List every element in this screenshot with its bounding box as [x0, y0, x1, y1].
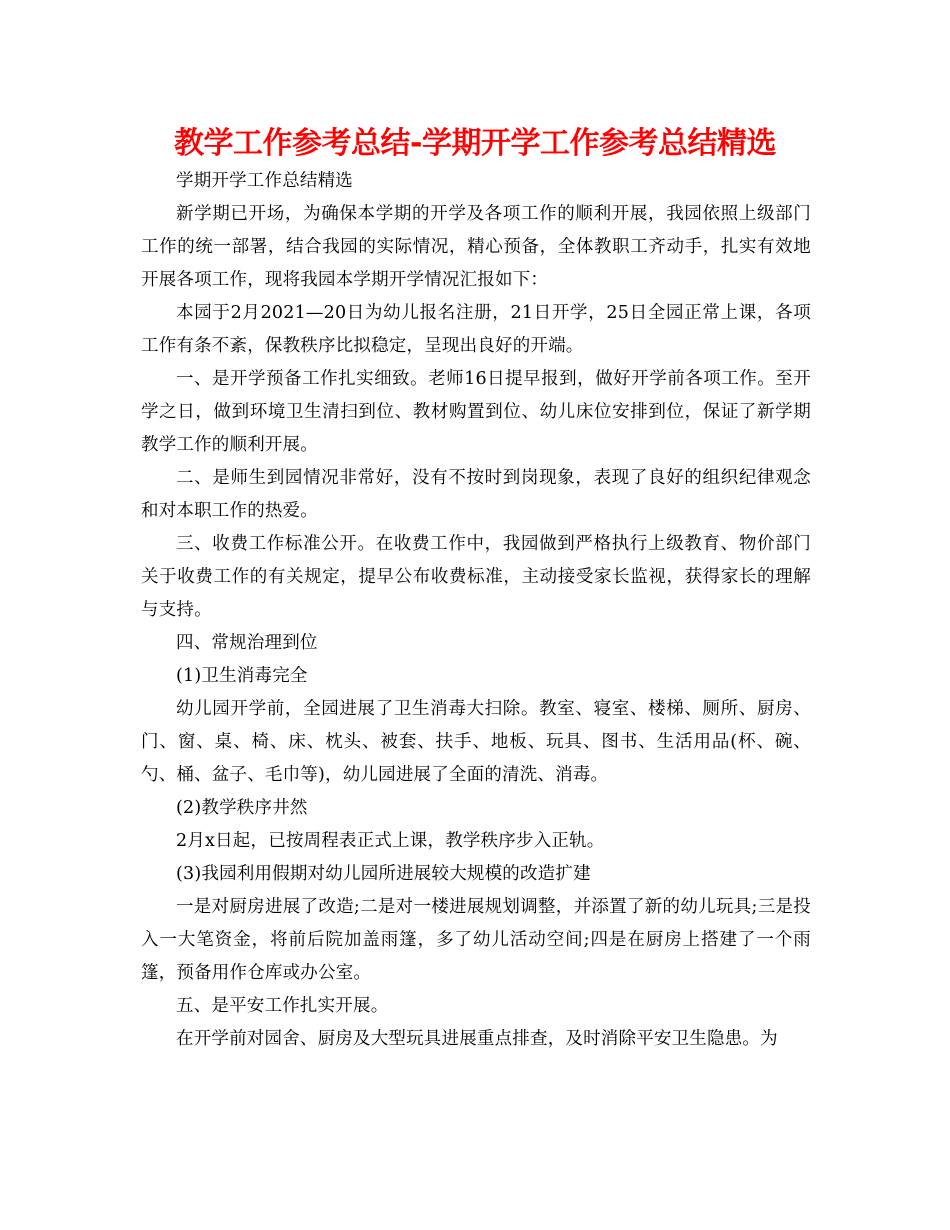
paragraph-item-3-body: 一是对厨房进展了改造;二是对一楼进展规划调整，并添置了新的幼儿玩具;三是投入一大笔资金，将前后院加盖雨篷，多了幼儿活动空间;四是在厨房上搭建了一个雨篷，预备用作仓库或办公室。: [141, 897, 811, 983]
paragraph-item-2-body: 2月x日起，已按周程表正式上课，教学秩序步入正轨。: [176, 831, 605, 851]
document-title: 教学工作参考总结-学期开学工作参考总结精选: [174, 126, 776, 161]
paragraph-intro: 新学期已开场，为确保本学期的开学及各项工作的顺利开展，我园依照上级部门工作的统一部署，结合我园的实际情况，精心预备，全体教职工齐动手，扎实有效地开展各项工作，现将我园本学期开学情况汇报如下：: [141, 204, 811, 290]
paragraph-section-4-heading: 四、常规治理到位: [176, 633, 318, 653]
paragraph-dates: 本园于2月2021—20日为幼儿报名注册，21日开学，25日全园正常上课，各项工作有条不紊，保教秩序比拟稳定，呈现出良好的开端。: [141, 303, 811, 356]
paragraph-item-3-heading: (3)我园利用假期对幼儿园所进展较大规模的改造扩建: [176, 864, 591, 884]
paragraph-subtitle: 学期开学工作总结精选: [176, 171, 353, 191]
paragraph-item-1-body: 幼儿园开学前，全园进展了卫生消毒大扫除。教室、寝室、楼梯、厕所、厨房、门、窗、桌、椅、床、枕头、被套、扶手、地板、玩具、图书、生活用品(杯、碗、勺、桶、盆子、毛巾等)，幼儿园进展了全面的清洗、消毒。: [141, 699, 811, 785]
paragraph-section-1: 一、是开学预备工作扎实细致。老师16日提早报到，做好开学前各项工作。至开学之日，做到环境卫生清扫到位、教材购置到位、幼儿床位安排到位，保证了新学期教学工作的顺利开展。: [141, 369, 811, 455]
paragraph-section-2: 二、是师生到园情况非常好，没有不按时到岗现象，表现了良好的组织纪律观念和对本职工作的热爱。: [141, 468, 811, 521]
paragraph-item-1-heading: (1)卫生消毒完全: [176, 666, 308, 686]
paragraph-item-2-heading: (2)教学秩序井然: [176, 798, 308, 818]
paragraph-section-5-body: 在开学前对园舍、厨房及大型玩具进展重点排查，及时消除平安卫生隐患。为: [176, 1029, 778, 1049]
paragraph-section-5-heading: 五、是平安工作扎实开展。: [176, 996, 389, 1016]
paragraph-section-3: 三、收费工作标准公开。在收费工作中，我园做到严格执行上级教育、物价部门关于收费工作的有关规定，提早公布收费标准，主动接受家长监视，获得家长的理解与支持。: [141, 534, 811, 620]
document-body: [141, 165, 811, 1056]
